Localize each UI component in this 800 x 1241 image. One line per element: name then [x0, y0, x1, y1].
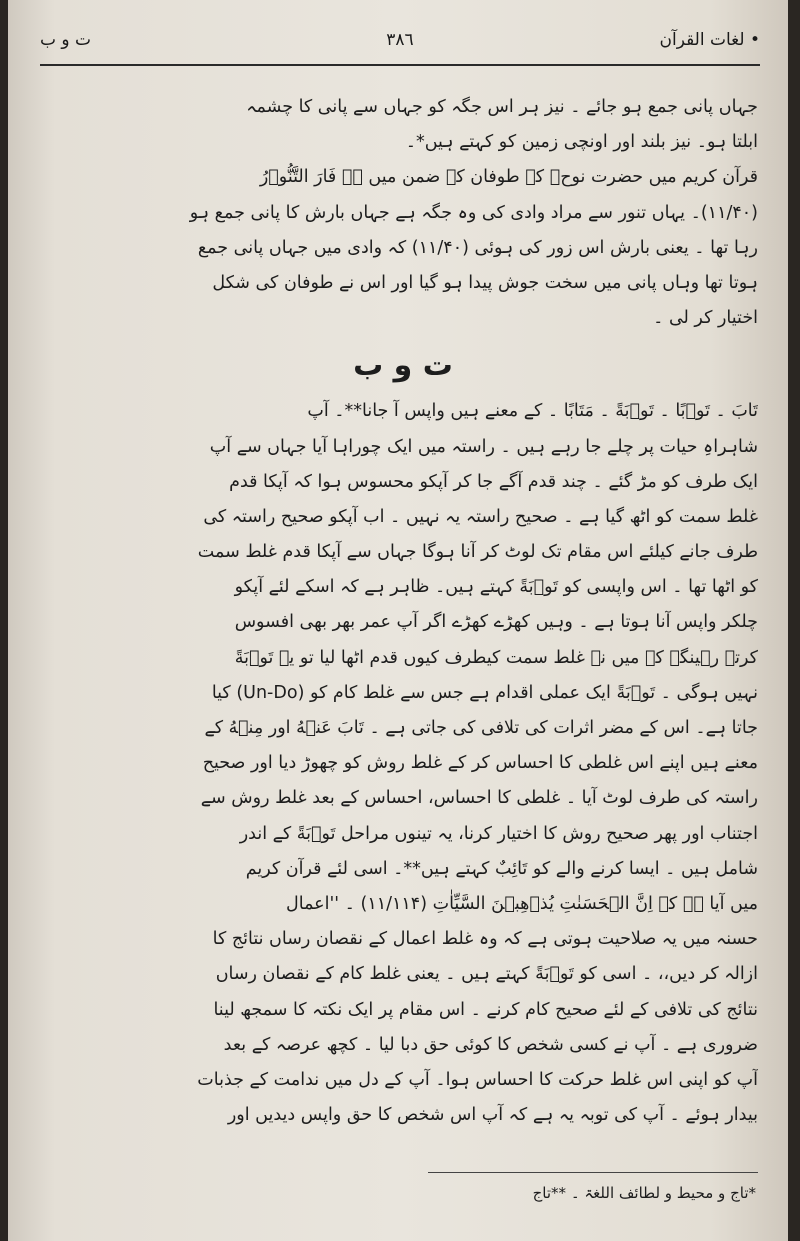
text-line: نہیں ہوگی ۔ تَوۡبَةً ایک عملی اقدام ہے جس سے غلط کام کو (Un-Do) کیا — [211, 682, 758, 703]
paragraph-3 — [48, 394, 758, 1133]
page-header — [40, 30, 760, 64]
book-page — [8, 0, 788, 1241]
text-line: ضروری ہے ۔ آپ نے کسی شخص کا کوئی حق دبا لیا ۔ کچھ عرصہ کے بعد — [223, 1034, 758, 1055]
text-line: بیدار ہوئے ۔ آپ کی توبہ یہ ہے کہ آپ اس شخص کا حق واپس دیدیں اور — [227, 1105, 758, 1126]
paragraph-2 — [48, 160, 758, 336]
text-line: آپ کو اپنی اس غلط حرکت کا احساس ہوا۔ آپ کے دل میں ندامت کے جذبات — [197, 1069, 758, 1090]
text-line: (۱۱/۴۰)۔ یہاں تنور سے مراد وادی کی وہ جگہ ہے جہاں بارش کا پانی جمع ہو — [189, 202, 758, 223]
text-line: اجتناب اور پھر صحیح روش کا اختیار کرنا، یہ تینوں مراحل تَوۡبَةً کے اندر — [239, 823, 758, 844]
text-line: ازالہ کر دیں،، ۔ اسی کو تَوۡبَةً کہتے ہیں ۔ یعنی غلط کام کے نقصان رساں — [215, 964, 758, 985]
book-title: • لغات القرآن — [659, 30, 760, 50]
text-line: قرآن کریم میں حضرت نوحؑ کے طوفان کے ضمن میں ہے فَارَ التَّنُّوۡرُ — [259, 167, 758, 188]
text-line: اختیار کر لی ۔ — [653, 308, 758, 329]
text-line: غلط سمت کو اٹھ گیا ہے ۔ صحیح راستہ یہ نہیں ۔ اب آپکو صحیح راستہ کی — [203, 506, 758, 527]
text-line: راستہ کی طرف لوٹ آیا ۔ غلطی کا احساس، احساس کے بعد غلط روش سے — [200, 788, 758, 809]
text-line: چلکر واپس آنا ہوتا ہے ۔ وہیں کھڑے کھڑے اگر آپ عمر بھر بھی افسوس — [234, 612, 758, 633]
text-line: کرتے رہینگے کہ میں نے غلط سمت کیطرف کیوں قدم اٹھا لیا تو یہ تَوۡبَةً — [234, 647, 758, 668]
text-line: طرف جانے کیلئے اس مقام تک لوٹ کر آنا ہوگا جہاں سے آپکا قدم غلط سمت — [197, 542, 758, 563]
text-line: حسنہ میں یہ صلاحیت ہوتی ہے کہ وہ غلط اعمال کے نقصان رساں نتائج کا — [212, 929, 758, 950]
text-line: شامل ہیں ۔ ایسا کرنے والے کو تَائِبٌ کہتے ہیں**۔ اسی لئے قرآن کریم — [245, 858, 758, 879]
text-line: جہاں پانی جمع ہو جائے ۔ نیز ہر اس جگہ کو جہاں سے پانی کا چشمہ — [246, 97, 758, 117]
section-heading: ت و ب — [353, 348, 453, 384]
text-line: کو اٹھا تھا ۔ اس واپسی کو تَوۡبَةً کہتے ہیں۔ ظاہر ہے کہ اسکے لئے آپکو — [234, 577, 758, 598]
text-line: نتائج کی تلافی کے لئے صحیح کام کرنے ۔ اس مقام پر ایک نکتہ کا سمجھ لینا — [213, 999, 758, 1020]
text-line: ہوتا تھا وہاں پانی میں سخت جوش پیدا ہو گیا اور اس نے طوفان کی شکل — [212, 272, 758, 293]
paragraph-1 — [48, 90, 758, 160]
text-line: جاتا ہے۔ اس کے مضر اثرات کی تلافی کی جاتی ہے ۔ تَابَ عَنۡهُ اور مِنۡهُ کے — [204, 718, 758, 738]
text-line: رہا تھا ۔ یعنی بارش اس زور کی ہوئی (۱۱/۴۰) کہ وادی میں جہاں پانی جمع — [197, 237, 758, 258]
text-line: تَابَ ۔ تَوۡبًا ۔ تَوۡبَةً ۔ مَتَابًا ۔ کے معنے ہیں واپس آ جانا**۔ آپ — [307, 401, 758, 422]
page-body — [48, 90, 758, 1133]
text-line: معنے ہیں اپنے اس غلطی کا احساس کر کے غلط روش کو چھوڑ دیا اور صحیح — [202, 753, 758, 774]
text-line: میں آیا ہے کہ اِنَّ الۡحَسَنٰتِ یُذۡهِبۡنَ السَّیِّاٰتِ (۱۱/۱۱۴) ۔ ''اعمال — [286, 893, 758, 914]
footnote: *تاج و محیط و لطائف اللغۃ ۔ **تاج — [532, 1184, 756, 1202]
text-line: شاہراہِ حیات پر چلے جا رہے ہیں ۔ راستہ میں ایک چوراہا آیا جہاں سے آپ — [209, 436, 758, 457]
footnote-rule — [428, 1172, 758, 1173]
text-line: ابلتا ہو۔ نیز بلند اور اونچی زمین کو کہتے ہیں*۔ — [405, 132, 758, 153]
text-line: ایک طرف کو مڑ گئے ۔ چند قدم آگے جا کر آپکو محسوس ہوا کہ آپکا قدم — [229, 471, 758, 492]
page-number: ٣٨٦ — [386, 30, 414, 50]
header-rule — [40, 64, 760, 66]
header-root: ت و ب — [40, 30, 92, 50]
